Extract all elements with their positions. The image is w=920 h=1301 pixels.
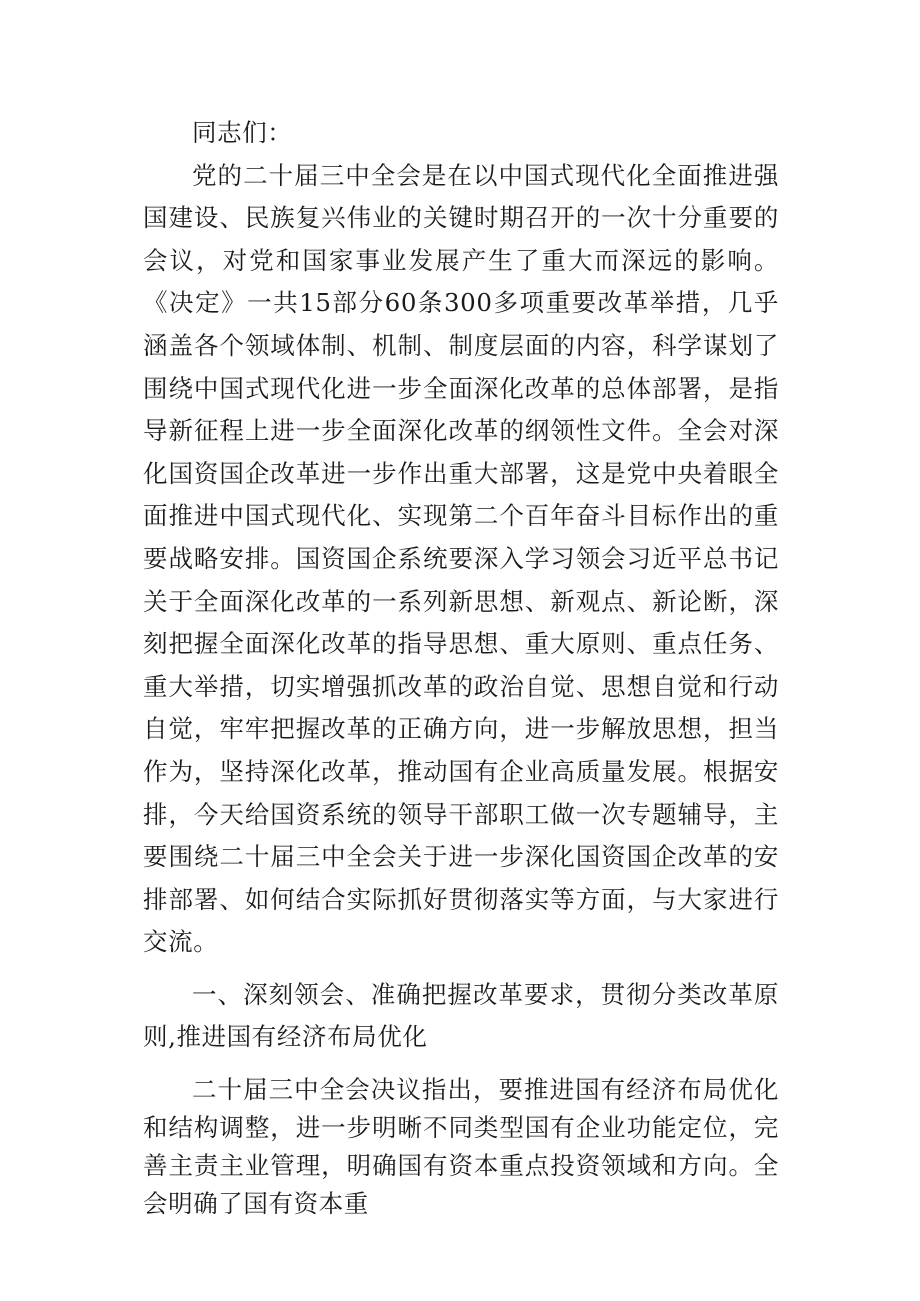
salutation: 同志们： xyxy=(192,118,293,147)
section-heading: 一、深刻领会、准确把握改革要求，贯彻分类改革原则,推进国有经济布局优化 xyxy=(143,979,779,1052)
section-paragraph: 二十届三中全会决议指出，要推进国有经济布局优化和结构调整，进一步明晰不同类型国有企业功能定位，完善主责主业管理，明确国有资本重点投资领域和方向。全会明确了国有资本重 xyxy=(143,1075,779,1219)
document-body xyxy=(143,112,779,1223)
intro-paragraph: 党的二十届三中全会是在以中国式现代化全面推进强国建设、民族复兴伟业的关键时期召开的一次十分重要的会议，对党和国家事业发展产生了重大而深远的影响。《决定》一共15部分60条300多项重要改革举措，几乎涵盖各个领域体制、机制、制度层面的内容，科学谋划了围绕中国式现代化进一步全面深化改革的总体部署，是指导新征程上进一步全面深化改革的纲领性文件。全会对深化国资国企改革进一步作出重大部署，这是党中央着眼全面推进中国式现代化、实现第二个百年奋斗目标作出的重要战略安排。国资国企系统要深入学习领会习近平总书记关于全面深化改革的一系列新思想、新观点、新论断，深刻把握全面深化改革的指导思想、重大原则、重点任务、重大举措，切实增强抓改革的政治自觉、思想自觉和行动自觉，牢牢把握改革的正确方向，进一步解放思想，担当作为，坚持深化改革，推动国有企业高质量发展。根据安排，今天给国资系统的领导干部职工做一次专题辅导，主要围绕二十届三中全会关于进一步深化国资国企改革的安排部署、如何结合实际抓好贯彻落实等方面，与大家进行交流。 xyxy=(143,160,779,957)
